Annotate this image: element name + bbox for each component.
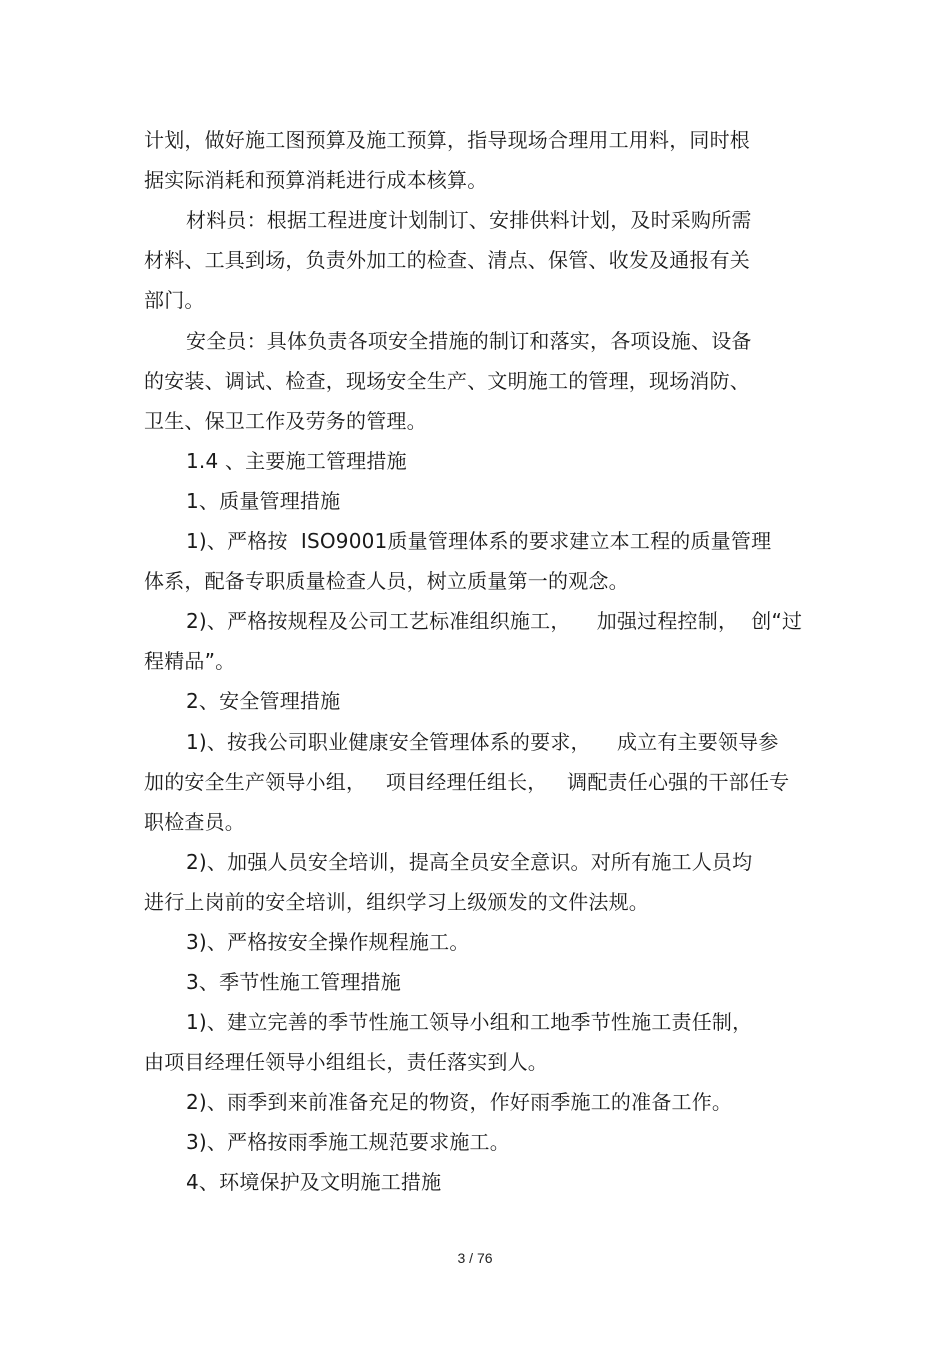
text-line: 1)、建立完善的季节性施工领导小组和工地季节性施工责任制，: [186, 1010, 753, 1034]
text-line: 材料员：根据工程进度计划制订、安排供料计划，及时采购所需: [186, 208, 752, 232]
text-line: 加的安全生产领导小组， 项目经理任组长， 调配责任心强的干部任专: [144, 770, 790, 794]
text-line: 安全员：具体负责各项安全措施的制订和落实，各项设施、设备: [186, 329, 752, 353]
section-heading: 1、质量管理措施: [186, 489, 341, 513]
text-line: 计划，做好施工图预算及施工预算，指导现场合理用工用料，同时根: [144, 128, 750, 152]
text-line: 的安装、调试、检查，现场安全生产、文明施工的管理，现场消防、: [144, 369, 750, 393]
text-line: 部门。: [144, 288, 205, 312]
text-line: 材料、工具到场，负责外加工的检查、清点、保管、收发及通报有关: [144, 248, 750, 272]
text-line: 进行上岗前的安全培训，组织学习上级颁发的文件法规。: [144, 890, 649, 914]
text-line: 体系，配备专职质量检查人员，树立质量第一的观念。: [144, 569, 629, 593]
section-heading: 3、季节性施工管理措施: [186, 970, 401, 994]
text-line: 卫生、保卫工作及劳务的管理。: [144, 409, 427, 433]
text-line: 由项目经理任领导小组组长，责任落实到人。: [144, 1050, 548, 1074]
text-line: 1)、严格按 ISO9001质量管理体系的要求建立本工程的质量管理: [186, 529, 772, 553]
text-line: 2)、雨季到来前准备充足的物资，作好雨季施工的准备工作。: [186, 1090, 733, 1114]
text-line: 3)、严格按安全操作规程施工。: [186, 930, 470, 954]
text-line: 职检查员。: [144, 810, 245, 834]
text-line: 3)、严格按雨季施工规范要求施工。: [186, 1130, 510, 1154]
section-heading: 2、安全管理措施: [186, 689, 341, 713]
text-line: 据实际消耗和预算消耗进行成本核算。: [144, 168, 488, 192]
text-line: 程精品”。: [144, 649, 236, 673]
section-heading: 4、环境保护及文明施工措施: [186, 1170, 442, 1194]
page-number: 3 / 76: [457, 1250, 493, 1266]
section-heading: 1.4 、主要施工管理措施: [186, 449, 407, 473]
text-line: 1)、按我公司职业健康安全管理体系的要求， 成立有主要领导参: [186, 730, 779, 754]
text-line: 2)、加强人员安全培训，提高全员安全意识。对所有施工人员均: [186, 850, 753, 874]
text-line: 2)、严格按规程及公司工艺标准组织施工， 加强过程控制， 创“过: [186, 609, 803, 633]
